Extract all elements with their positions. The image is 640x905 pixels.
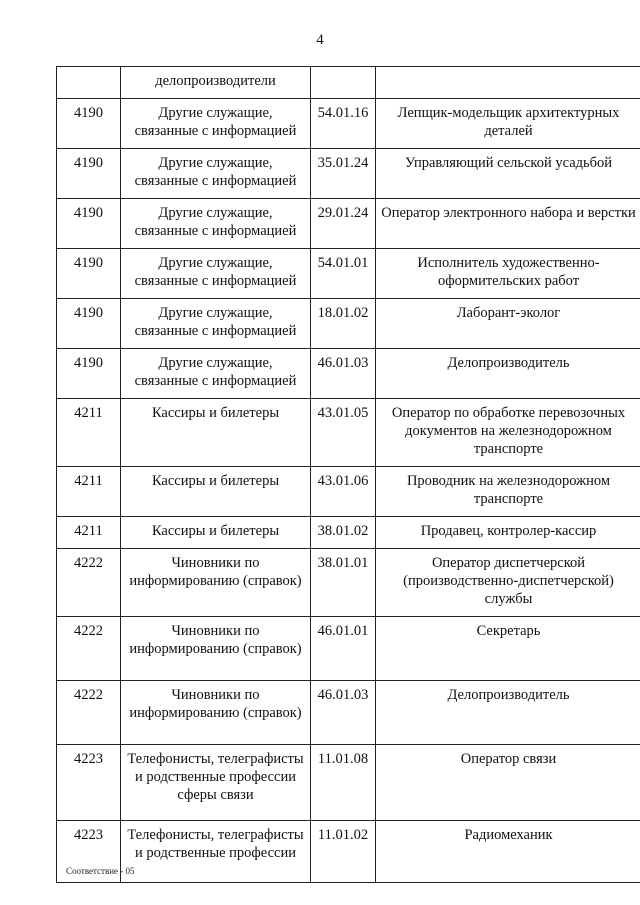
occupation-group-cell: Другие служащие, связанные с информацией — [121, 299, 311, 349]
footer-text: Соответствие - 05 — [66, 866, 135, 876]
okz-code-cell: 4223 — [57, 821, 121, 883]
profession-name-cell: Оператор диспетчерской (производственно-диспетчерской) службы — [376, 549, 640, 617]
occupation-group-cell: делопроизводители — [121, 67, 311, 99]
profession-name-cell: Делопроизводитель — [376, 681, 640, 745]
table-row — [57, 467, 640, 517]
profession-name-cell: Оператор по обработке перевозочных документов на железнодорожном транспорте — [376, 399, 640, 467]
profession-number-cell: 11.01.08 — [311, 745, 376, 821]
profession-number-cell: 43.01.06 — [311, 467, 376, 517]
profession-number-cell: 29.01.24 — [311, 199, 376, 249]
table-row — [57, 821, 640, 883]
occupation-group-cell: Чиновники по информированию (справок) — [121, 681, 311, 745]
occupation-group-cell: Чиновники по информированию (справок) — [121, 549, 311, 617]
profession-name-cell: Лепщик-модельщик архитектурных деталей — [376, 99, 640, 149]
table-row — [57, 349, 640, 399]
okz-code-cell: 4211 — [57, 467, 121, 517]
table-body — [57, 67, 640, 883]
profession-name-cell: Продавец, контролер-кассир — [376, 517, 640, 549]
profession-name-cell: Управляющий сельской усадьбой — [376, 149, 640, 199]
profession-number-cell: 18.01.02 — [311, 299, 376, 349]
okz-code-cell: 4190 — [57, 349, 121, 399]
okz-code-cell: 4223 — [57, 745, 121, 821]
table-row — [57, 99, 640, 149]
profession-number-cell: 35.01.24 — [311, 149, 376, 199]
page-number: 4 — [316, 32, 324, 48]
occupation-group-cell: Другие служащие, связанные с информацией — [121, 349, 311, 399]
profession-name-cell — [376, 67, 640, 99]
occupation-group-cell: Другие служащие, связанные с информацией — [121, 99, 311, 149]
occupation-group-cell: Другие служащие, связанные с информацией — [121, 149, 311, 199]
okz-code-cell: 4190 — [57, 299, 121, 349]
profession-number-cell: 54.01.01 — [311, 249, 376, 299]
profession-number-cell: 38.01.01 — [311, 549, 376, 617]
table-row — [57, 617, 640, 681]
professions-table — [56, 66, 640, 883]
okz-code-cell: 4222 — [57, 549, 121, 617]
okz-code-cell — [57, 67, 121, 99]
table-row — [57, 681, 640, 745]
profession-number-cell: 38.01.02 — [311, 517, 376, 549]
table-row — [57, 745, 640, 821]
okz-code-cell: 4190 — [57, 249, 121, 299]
occupation-group-cell: Кассиры и билетеры — [121, 517, 311, 549]
table-row — [57, 199, 640, 249]
profession-name-cell: Лаборант-эколог — [376, 299, 640, 349]
occupation-group-cell: Телефонисты, телеграфисты и родственные профессии — [121, 821, 311, 883]
table-row — [57, 517, 640, 549]
profession-name-cell: Делопроизводитель — [376, 349, 640, 399]
table-row — [57, 249, 640, 299]
okz-code-cell: 4211 — [57, 517, 121, 549]
profession-number-cell: 46.01.01 — [311, 617, 376, 681]
profession-number-cell: 54.01.16 — [311, 99, 376, 149]
occupation-group-cell: Телефонисты, телеграфисты и родственные профессии сферы связи — [121, 745, 311, 821]
profession-number-cell: 46.01.03 — [311, 681, 376, 745]
okz-code-cell: 4190 — [57, 99, 121, 149]
profession-number-cell: 11.01.02 — [311, 821, 376, 883]
okz-code-cell: 4190 — [57, 199, 121, 249]
profession-name-cell: Радиомеханик — [376, 821, 640, 883]
table-row — [57, 67, 640, 99]
profession-number-cell — [311, 67, 376, 99]
profession-name-cell: Исполнитель художественно-оформительских работ — [376, 249, 640, 299]
profession-name-cell: Проводник на железнодорожном транспорте — [376, 467, 640, 517]
profession-name-cell: Оператор связи — [376, 745, 640, 821]
table-row — [57, 149, 640, 199]
table-row — [57, 549, 640, 617]
okz-code-cell: 4222 — [57, 617, 121, 681]
profession-number-cell: 43.01.05 — [311, 399, 376, 467]
table-row — [57, 399, 640, 467]
table-row — [57, 299, 640, 349]
okz-code-cell: 4190 — [57, 149, 121, 199]
occupation-group-cell: Другие служащие, связанные с информацией — [121, 199, 311, 249]
occupation-group-cell: Чиновники по информированию (справок) — [121, 617, 311, 681]
occupation-group-cell: Кассиры и билетеры — [121, 467, 311, 517]
okz-code-cell: 4211 — [57, 399, 121, 467]
occupation-group-cell: Кассиры и билетеры — [121, 399, 311, 467]
profession-number-cell: 46.01.03 — [311, 349, 376, 399]
profession-name-cell: Секретарь — [376, 617, 640, 681]
profession-name-cell: Оператор электронного набора и верстки — [376, 199, 640, 249]
okz-code-cell: 4222 — [57, 681, 121, 745]
occupation-group-cell: Другие служащие, связанные с информацией — [121, 249, 311, 299]
